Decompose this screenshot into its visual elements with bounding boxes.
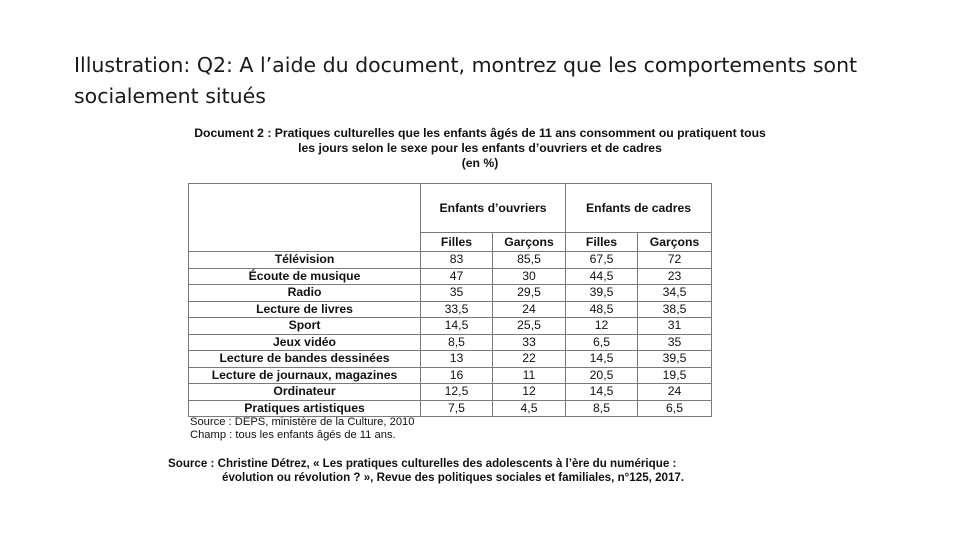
- cell-ouvriers-filles: 7,5: [421, 400, 493, 417]
- row-label: Télévision: [189, 252, 421, 269]
- table-row: [189, 318, 712, 335]
- column-header-cadres-garcons: Garçons: [638, 233, 712, 252]
- cell-cadres-filles: 48,5: [566, 301, 638, 318]
- cell-ouvriers-filles: 47: [421, 268, 493, 285]
- cell-ouvriers-garcons: 25,5: [493, 318, 566, 335]
- cell-cadres-filles: 14,5: [566, 384, 638, 401]
- cell-cadres-garcons: 19,5: [638, 367, 712, 384]
- cell-cadres-filles: 44,5: [566, 268, 638, 285]
- source-line: Source : DEPS, ministère de la Culture, 2010: [190, 416, 415, 428]
- cell-cadres-filles: 39,5: [566, 285, 638, 302]
- slide-title: Illustration: Q2: A l’aide du document, montrez que les comportements sont socialement situés: [74, 53, 858, 108]
- table-column-header-row: [189, 233, 712, 252]
- table-row: [189, 334, 712, 351]
- cell-cadres-garcons: 39,5: [638, 351, 712, 368]
- table-row: [189, 301, 712, 318]
- cell-cadres-filles: 20,5: [566, 367, 638, 384]
- cell-ouvriers-garcons: 24: [493, 301, 566, 318]
- cell-ouvriers-filles: 33,5: [421, 301, 493, 318]
- cell-ouvriers-garcons: 85,5: [493, 252, 566, 269]
- row-label: Écoute de musique: [189, 268, 421, 285]
- row-label: Jeux vidéo: [189, 334, 421, 351]
- row-label: Sport: [189, 318, 421, 335]
- cell-cadres-garcons: 72: [638, 252, 712, 269]
- row-label: Ordinateur: [189, 384, 421, 401]
- citation-line: Source : Christine Détrez, « Les pratiques culturelles des adolescents à l’ère du numérique :: [168, 457, 677, 470]
- row-label: Pratiques artistiques: [189, 400, 421, 417]
- cell-cadres-garcons: 34,5: [638, 285, 712, 302]
- row-label: Lecture de bandes dessinées: [189, 351, 421, 368]
- table-source-note: [190, 416, 414, 441]
- cell-ouvriers-garcons: 11: [493, 367, 566, 384]
- group-header-ouvriers: Enfants d’ouvriers: [421, 184, 566, 233]
- column-header-ouvriers-garcons: Garçons: [493, 233, 566, 252]
- table-row: [189, 367, 712, 384]
- column-header-cadres-filles: Filles: [566, 233, 638, 252]
- cell-ouvriers-filles: 13: [421, 351, 493, 368]
- table-corner-cell: [189, 184, 421, 233]
- cell-cadres-filles: 6,5: [566, 334, 638, 351]
- group-header-cadres: Enfants de cadres: [566, 184, 712, 233]
- table-corner-cell: [189, 233, 421, 252]
- table-row: [189, 268, 712, 285]
- table-group-header-row: [189, 184, 712, 233]
- cell-ouvriers-filles: 14,5: [421, 318, 493, 335]
- table-row: [189, 285, 712, 302]
- cell-cadres-filles: 67,5: [566, 252, 638, 269]
- cell-ouvriers-filles: 8,5: [421, 334, 493, 351]
- cell-ouvriers-filles: 35: [421, 285, 493, 302]
- cell-cadres-filles: 8,5: [566, 400, 638, 417]
- cell-ouvriers-garcons: 12: [493, 384, 566, 401]
- cell-cadres-garcons: 23: [638, 268, 712, 285]
- practices-table: [188, 183, 712, 417]
- column-header-ouvriers-filles: Filles: [421, 233, 493, 252]
- cell-cadres-filles: 12: [566, 318, 638, 335]
- cell-cadres-filles: 14,5: [566, 351, 638, 368]
- cell-ouvriers-filles: 83: [421, 252, 493, 269]
- table-row: [189, 400, 712, 417]
- row-label: Lecture de livres: [189, 301, 421, 318]
- row-label: Lecture de journaux, magazines: [189, 367, 421, 384]
- document-citation: [168, 457, 684, 485]
- document-heading: [100, 126, 860, 171]
- cell-cadres-garcons: 38,5: [638, 301, 712, 318]
- table-row: [189, 384, 712, 401]
- scope-line: Champ : tous les enfants âgés de 11 ans.: [190, 428, 396, 441]
- cell-cadres-garcons: 24: [638, 384, 712, 401]
- cell-cadres-garcons: 35: [638, 334, 712, 351]
- table-row: [189, 351, 712, 368]
- document-heading-unit: (en %): [461, 156, 499, 170]
- cell-ouvriers-garcons: 22: [493, 351, 566, 368]
- table-row: [189, 252, 712, 269]
- cell-ouvriers-filles: 12,5: [421, 384, 493, 401]
- row-label: Radio: [189, 285, 421, 302]
- document-heading-line: Document 2 : Pratiques culturelles que les enfants âgés de 11 ans consomment ou pratiquent tous: [194, 126, 766, 140]
- citation-line: évolution ou révolution ? », Revue des politiques sociales et familiales, n°125, 2017.: [222, 471, 685, 484]
- cell-ouvriers-garcons: 4,5: [493, 400, 566, 417]
- cell-ouvriers-garcons: 29,5: [493, 285, 566, 302]
- cell-ouvriers-garcons: 33: [493, 334, 566, 351]
- cell-ouvriers-filles: 16: [421, 367, 493, 384]
- cell-ouvriers-garcons: 30: [493, 268, 566, 285]
- cell-cadres-garcons: 31: [638, 318, 712, 335]
- document-heading-line: les jours selon le sexe pour les enfants d’ouvriers et de cadres: [298, 141, 662, 155]
- cell-cadres-garcons: 6,5: [638, 400, 712, 417]
